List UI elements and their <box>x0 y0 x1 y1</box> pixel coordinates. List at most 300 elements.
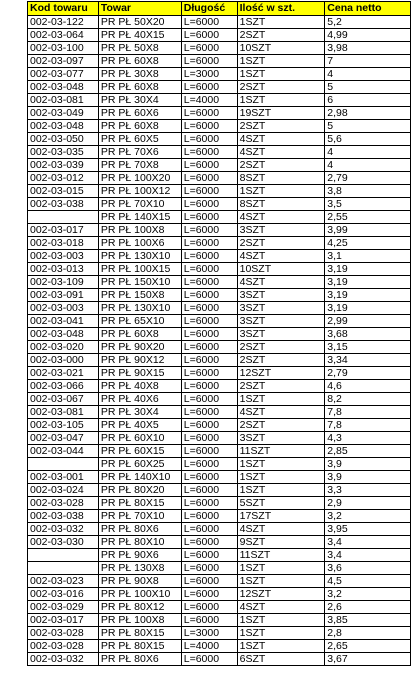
cell-net-price: 7 <box>325 55 411 68</box>
table-row <box>28 29 411 42</box>
cell-product: PR PŁ 40X15 <box>98 29 181 42</box>
cell-code: 002-03-067 <box>28 393 99 406</box>
cell-net-price: 5,2 <box>325 16 411 29</box>
cell-length: L=6000 <box>181 172 237 185</box>
cell-code: 002-03-003 <box>28 302 99 315</box>
cell-code <box>28 211 99 224</box>
cell-net-price: 4,99 <box>325 29 411 42</box>
cell-product: PR PŁ 130X8 <box>98 562 181 575</box>
cell-net-price: 7,8 <box>325 419 411 432</box>
cell-product: PR PŁ 60X15 <box>98 445 181 458</box>
cell-quantity: 19SZT <box>237 107 325 120</box>
cell-quantity: 10SZT <box>237 263 325 276</box>
cell-product: PR PŁ 70X10 <box>98 198 181 211</box>
cell-quantity: 1SZT <box>237 68 325 81</box>
cell-quantity: 11SZT <box>237 549 325 562</box>
cell-quantity: 1SZT <box>237 16 325 29</box>
cell-net-price: 3,4 <box>325 549 411 562</box>
cell-length: L=6000 <box>181 471 237 484</box>
cell-code: 002-03-024 <box>28 484 99 497</box>
table-row <box>28 94 411 107</box>
cell-net-price: 5,6 <box>325 133 411 146</box>
cell-code: 002-03-122 <box>28 16 99 29</box>
table-row <box>28 432 411 445</box>
cell-quantity: 2SZT <box>237 419 325 432</box>
cell-product: PR PŁ 65X10 <box>98 315 181 328</box>
cell-length: L=6000 <box>181 16 237 29</box>
column-header-product: Towar <box>98 2 181 16</box>
cell-length: L=6000 <box>181 367 237 380</box>
table-row <box>28 536 411 549</box>
cell-net-price: 2,85 <box>325 445 411 458</box>
cell-quantity: 2SZT <box>237 237 325 250</box>
table-row <box>28 315 411 328</box>
cell-code: 002-03-077 <box>28 68 99 81</box>
table-row <box>28 549 411 562</box>
cell-product: PR PŁ 90X6 <box>98 549 181 562</box>
column-header-quantity: Ilość w szt. <box>237 2 325 16</box>
cell-code: 002-03-018 <box>28 237 99 250</box>
cell-net-price: 3,95 <box>325 523 411 536</box>
cell-quantity: 1SZT <box>237 575 325 588</box>
cell-length: L=6000 <box>181 380 237 393</box>
cell-product: PR PŁ 130X10 <box>98 302 181 315</box>
cell-net-price: 2,98 <box>325 107 411 120</box>
table-row <box>28 120 411 133</box>
cell-code: 002-03-047 <box>28 432 99 445</box>
cell-product: PR PŁ 60X6 <box>98 107 181 120</box>
cell-length: L=6000 <box>181 549 237 562</box>
cell-net-price: 4,6 <box>325 380 411 393</box>
cell-product: PR PŁ 80X6 <box>98 523 181 536</box>
cell-code: 002-03-001 <box>28 471 99 484</box>
cell-length: L=6000 <box>181 263 237 276</box>
cell-quantity: 4SZT <box>237 211 325 224</box>
cell-quantity: 1SZT <box>237 94 325 107</box>
table-row <box>28 276 411 289</box>
cell-quantity: 1SZT <box>237 185 325 198</box>
table-row <box>28 406 411 419</box>
table-row <box>28 16 411 29</box>
cell-quantity: 1SZT <box>237 640 325 653</box>
cell-code: 002-03-039 <box>28 159 99 172</box>
cell-net-price: 3,85 <box>325 614 411 627</box>
cell-length: L=6000 <box>181 250 237 263</box>
cell-net-price: 3,99 <box>325 224 411 237</box>
cell-product: PR PŁ 60X8 <box>98 55 181 68</box>
cell-quantity: 9SZT <box>237 536 325 549</box>
cell-net-price: 3,9 <box>325 458 411 471</box>
cell-length: L=3000 <box>181 68 237 81</box>
cell-quantity: 2SZT <box>237 341 325 354</box>
cell-length: L=6000 <box>181 458 237 471</box>
cell-net-price: 2,9 <box>325 497 411 510</box>
cell-length: L=6000 <box>181 536 237 549</box>
cell-code: 002-03-028 <box>28 497 99 510</box>
table-row <box>28 159 411 172</box>
cell-net-price: 3,67 <box>325 653 411 666</box>
cell-product: PR PŁ 100X10 <box>98 588 181 601</box>
cell-code: 002-03-050 <box>28 133 99 146</box>
cell-length: L=4000 <box>181 94 237 107</box>
cell-net-price: 3,19 <box>325 302 411 315</box>
cell-quantity: 1SZT <box>237 614 325 627</box>
cell-code: 002-03-048 <box>28 81 99 94</box>
header-row <box>28 2 411 16</box>
cell-product: PR PŁ 40X6 <box>98 393 181 406</box>
cell-product: PR PŁ 150X8 <box>98 289 181 302</box>
cell-code: 002-03-064 <box>28 29 99 42</box>
cell-net-price: 3,2 <box>325 588 411 601</box>
cell-code: 002-03-020 <box>28 341 99 354</box>
price-list-table <box>27 1 411 666</box>
cell-length: L=6000 <box>181 497 237 510</box>
table-row <box>28 250 411 263</box>
cell-length: L=6000 <box>181 224 237 237</box>
cell-code: 002-03-028 <box>28 640 99 653</box>
cell-length: L=6000 <box>181 302 237 315</box>
cell-length: L=6000 <box>181 406 237 419</box>
table-row <box>28 640 411 653</box>
cell-net-price: 5 <box>325 120 411 133</box>
cell-length: L=6000 <box>181 484 237 497</box>
table-row <box>28 172 411 185</box>
cell-quantity: 10SZT <box>237 42 325 55</box>
cell-code: 002-03-015 <box>28 185 99 198</box>
cell-length: L=6000 <box>181 237 237 250</box>
cell-code: 002-03-032 <box>28 653 99 666</box>
cell-product: PR PŁ 40X8 <box>98 380 181 393</box>
cell-code <box>28 562 99 575</box>
cell-product: PR PŁ 80X15 <box>98 497 181 510</box>
cell-quantity: 3SZT <box>237 289 325 302</box>
cell-product: PR PŁ 30X8 <box>98 68 181 81</box>
cell-product: PR PŁ 80X12 <box>98 601 181 614</box>
cell-code <box>28 458 99 471</box>
cell-code: 002-03-091 <box>28 289 99 302</box>
cell-length: L=6000 <box>181 198 237 211</box>
cell-net-price: 3,19 <box>325 276 411 289</box>
cell-product: PR PŁ 70X8 <box>98 159 181 172</box>
cell-code: 002-03-066 <box>28 380 99 393</box>
cell-net-price: 4,3 <box>325 432 411 445</box>
cell-quantity: 1SZT <box>237 55 325 68</box>
cell-product: PR PŁ 70X10 <box>98 510 181 523</box>
cell-length: L=6000 <box>181 588 237 601</box>
table-row <box>28 224 411 237</box>
cell-quantity: 1SZT <box>237 458 325 471</box>
cell-net-price: 5 <box>325 81 411 94</box>
cell-product: PR PŁ 150X10 <box>98 276 181 289</box>
cell-product: PR PŁ 90X20 <box>98 341 181 354</box>
cell-code: 002-03-081 <box>28 406 99 419</box>
cell-net-price: 6 <box>325 94 411 107</box>
cell-net-price: 2,99 <box>325 315 411 328</box>
cell-net-price: 3,9 <box>325 471 411 484</box>
cell-quantity: 4SZT <box>237 146 325 159</box>
cell-quantity: 2SZT <box>237 81 325 94</box>
cell-quantity: 1SZT <box>237 471 325 484</box>
table-row <box>28 146 411 159</box>
table-body <box>28 16 411 666</box>
cell-quantity: 4SZT <box>237 276 325 289</box>
cell-net-price: 7,8 <box>325 406 411 419</box>
cell-product: PR PŁ 100X8 <box>98 614 181 627</box>
table-row <box>28 341 411 354</box>
cell-length: L=6000 <box>181 159 237 172</box>
cell-product: PR PŁ 140X15 <box>98 211 181 224</box>
cell-code: 002-03-109 <box>28 276 99 289</box>
cell-code: 002-03-017 <box>28 224 99 237</box>
cell-code: 002-03-012 <box>28 172 99 185</box>
cell-product: PR PŁ 80X10 <box>98 536 181 549</box>
cell-length: L=6000 <box>181 614 237 627</box>
cell-code: 002-03-041 <box>28 315 99 328</box>
cell-product: PR PŁ 80X15 <box>98 640 181 653</box>
cell-quantity: 3SZT <box>237 328 325 341</box>
cell-product: PR PŁ 140X10 <box>98 471 181 484</box>
cell-code: 002-03-016 <box>28 588 99 601</box>
cell-product: PR PŁ 90X8 <box>98 575 181 588</box>
cell-quantity: 6SZT <box>237 653 325 666</box>
table-row <box>28 523 411 536</box>
cell-quantity: 4SZT <box>237 133 325 146</box>
cell-product: PR PŁ 60X8 <box>98 81 181 94</box>
cell-product: PR PŁ 60X5 <box>98 133 181 146</box>
cell-code: 002-03-028 <box>28 627 99 640</box>
cell-length: L=6000 <box>181 601 237 614</box>
table-row <box>28 211 411 224</box>
cell-length: L=6000 <box>181 562 237 575</box>
cell-product: PR PŁ 60X8 <box>98 328 181 341</box>
cell-code: 002-03-032 <box>28 523 99 536</box>
table-row <box>28 237 411 250</box>
cell-product: PR PŁ 50X20 <box>98 16 181 29</box>
cell-code: 002-03-003 <box>28 250 99 263</box>
cell-length: L=6000 <box>181 55 237 68</box>
cell-code: 002-03-029 <box>28 601 99 614</box>
cell-length: L=6000 <box>181 393 237 406</box>
cell-net-price: 3,2 <box>325 510 411 523</box>
table-row <box>28 575 411 588</box>
table-row <box>28 614 411 627</box>
cell-net-price: 3,4 <box>325 536 411 549</box>
cell-length: L=6000 <box>181 276 237 289</box>
cell-length: L=6000 <box>181 107 237 120</box>
cell-product: PR PŁ 40X5 <box>98 419 181 432</box>
cell-quantity: 3SZT <box>237 302 325 315</box>
cell-length: L=6000 <box>181 120 237 133</box>
cell-net-price: 3,1 <box>325 250 411 263</box>
cell-length: L=6000 <box>181 354 237 367</box>
cell-product: PR PŁ 90X15 <box>98 367 181 380</box>
cell-net-price: 2,79 <box>325 367 411 380</box>
cell-length: L=6000 <box>181 185 237 198</box>
cell-product: PR PŁ 80X6 <box>98 653 181 666</box>
cell-product: PR PŁ 70X6 <box>98 146 181 159</box>
cell-net-price: 4 <box>325 146 411 159</box>
table-row <box>28 302 411 315</box>
table-row <box>28 601 411 614</box>
cell-length: L=6000 <box>181 328 237 341</box>
cell-code: 002-03-038 <box>28 198 99 211</box>
table-row <box>28 419 411 432</box>
table-row <box>28 445 411 458</box>
cell-length: L=3000 <box>181 627 237 640</box>
cell-product: PR PŁ 130X10 <box>98 250 181 263</box>
cell-net-price: 2,79 <box>325 172 411 185</box>
cell-net-price: 4,5 <box>325 575 411 588</box>
table-row <box>28 380 411 393</box>
table-row <box>28 328 411 341</box>
column-header-net-price: Cena netto <box>325 2 411 16</box>
cell-product: PR PŁ 100X8 <box>98 224 181 237</box>
cell-length: L=6000 <box>181 653 237 666</box>
cell-quantity: 1SZT <box>237 484 325 497</box>
cell-length: L=6000 <box>181 341 237 354</box>
cell-product: PR PŁ 60X25 <box>98 458 181 471</box>
table-row <box>28 55 411 68</box>
table-row <box>28 68 411 81</box>
cell-length: L=6000 <box>181 29 237 42</box>
table-row <box>28 510 411 523</box>
cell-length: L=6000 <box>181 419 237 432</box>
cell-quantity: 2SZT <box>237 354 325 367</box>
column-header-length: Długość <box>181 2 237 16</box>
cell-quantity: 12SZT <box>237 367 325 380</box>
cell-length: L=6000 <box>181 289 237 302</box>
cell-product: PR PŁ 100X6 <box>98 237 181 250</box>
cell-quantity: 17SZT <box>237 510 325 523</box>
cell-code: 002-03-013 <box>28 263 99 276</box>
cell-quantity: 12SZT <box>237 588 325 601</box>
cell-length: L=6000 <box>181 133 237 146</box>
cell-net-price: 2,65 <box>325 640 411 653</box>
cell-net-price: 2,8 <box>325 627 411 640</box>
cell-net-price: 4,25 <box>325 237 411 250</box>
cell-product: PR PŁ 80X20 <box>98 484 181 497</box>
cell-length: L=4000 <box>181 640 237 653</box>
cell-product: PR PŁ 30X4 <box>98 406 181 419</box>
cell-code: 002-03-017 <box>28 614 99 627</box>
table-row <box>28 393 411 406</box>
table-row <box>28 42 411 55</box>
cell-length: L=6000 <box>181 146 237 159</box>
cell-quantity: 1SZT <box>237 627 325 640</box>
cell-code: 002-03-023 <box>28 575 99 588</box>
table-row <box>28 497 411 510</box>
table-row <box>28 289 411 302</box>
cell-code: 002-03-044 <box>28 445 99 458</box>
cell-length: L=6000 <box>181 510 237 523</box>
cell-code: 002-03-097 <box>28 55 99 68</box>
cell-net-price: 3,34 <box>325 354 411 367</box>
cell-net-price: 3,8 <box>325 185 411 198</box>
cell-code: 002-03-081 <box>28 94 99 107</box>
cell-quantity: 1SZT <box>237 562 325 575</box>
table-row <box>28 107 411 120</box>
cell-quantity: 4SZT <box>237 406 325 419</box>
cell-quantity: 2SZT <box>237 380 325 393</box>
cell-product: PR PŁ 100X20 <box>98 172 181 185</box>
cell-net-price: 4 <box>325 68 411 81</box>
table-row <box>28 458 411 471</box>
table-row <box>28 354 411 367</box>
cell-quantity: 1SZT <box>237 393 325 406</box>
cell-net-price: 3,19 <box>325 263 411 276</box>
cell-net-price: 4 <box>325 159 411 172</box>
cell-net-price: 3,5 <box>325 198 411 211</box>
cell-net-price: 2,55 <box>325 211 411 224</box>
cell-product: PR PŁ 60X10 <box>98 432 181 445</box>
cell-code: 002-03-049 <box>28 107 99 120</box>
cell-quantity: 8SZT <box>237 172 325 185</box>
cell-length: L=6000 <box>181 315 237 328</box>
cell-product: PR PŁ 30X4 <box>98 94 181 107</box>
cell-length: L=6000 <box>181 211 237 224</box>
cell-length: L=6000 <box>181 445 237 458</box>
cell-code <box>28 549 99 562</box>
cell-quantity: 3SZT <box>237 432 325 445</box>
cell-quantity: 2SZT <box>237 29 325 42</box>
cell-quantity: 3SZT <box>237 315 325 328</box>
cell-product: PR PŁ 50X8 <box>98 42 181 55</box>
cell-code: 002-03-105 <box>28 419 99 432</box>
cell-code: 002-03-038 <box>28 510 99 523</box>
cell-length: L=6000 <box>181 432 237 445</box>
table-row <box>28 367 411 380</box>
cell-quantity: 2SZT <box>237 159 325 172</box>
cell-code: 002-03-000 <box>28 354 99 367</box>
cell-code: 002-03-035 <box>28 146 99 159</box>
cell-product: PR PŁ 100X15 <box>98 263 181 276</box>
table-row <box>28 263 411 276</box>
cell-net-price: 3,19 <box>325 289 411 302</box>
table-row <box>28 484 411 497</box>
table-row <box>28 562 411 575</box>
cell-code: 002-03-048 <box>28 328 99 341</box>
cell-quantity: 2SZT <box>237 120 325 133</box>
cell-net-price: 8,2 <box>325 393 411 406</box>
cell-net-price: 2,6 <box>325 601 411 614</box>
table-row <box>28 627 411 640</box>
cell-length: L=6000 <box>181 523 237 536</box>
cell-code: 002-03-030 <box>28 536 99 549</box>
cell-product: PR PŁ 80X15 <box>98 627 181 640</box>
cell-net-price: 3,6 <box>325 562 411 575</box>
table-row <box>28 81 411 94</box>
table-row <box>28 185 411 198</box>
cell-code: 002-03-021 <box>28 367 99 380</box>
cell-quantity: 3SZT <box>237 224 325 237</box>
table-row <box>28 471 411 484</box>
table-row <box>28 588 411 601</box>
cell-length: L=6000 <box>181 575 237 588</box>
cell-quantity: 4SZT <box>237 523 325 536</box>
cell-length: L=6000 <box>181 42 237 55</box>
cell-net-price: 3,68 <box>325 328 411 341</box>
cell-quantity: 5SZT <box>237 497 325 510</box>
cell-product: PR PŁ 60X8 <box>98 120 181 133</box>
cell-quantity: 11SZT <box>237 445 325 458</box>
cell-code: 002-03-100 <box>28 42 99 55</box>
cell-net-price: 3,98 <box>325 42 411 55</box>
cell-length: L=6000 <box>181 81 237 94</box>
cell-net-price: 3,3 <box>325 484 411 497</box>
column-header-code: Kod towaru <box>28 2 99 16</box>
table-row <box>28 653 411 666</box>
cell-product: PR PŁ 90X12 <box>98 354 181 367</box>
